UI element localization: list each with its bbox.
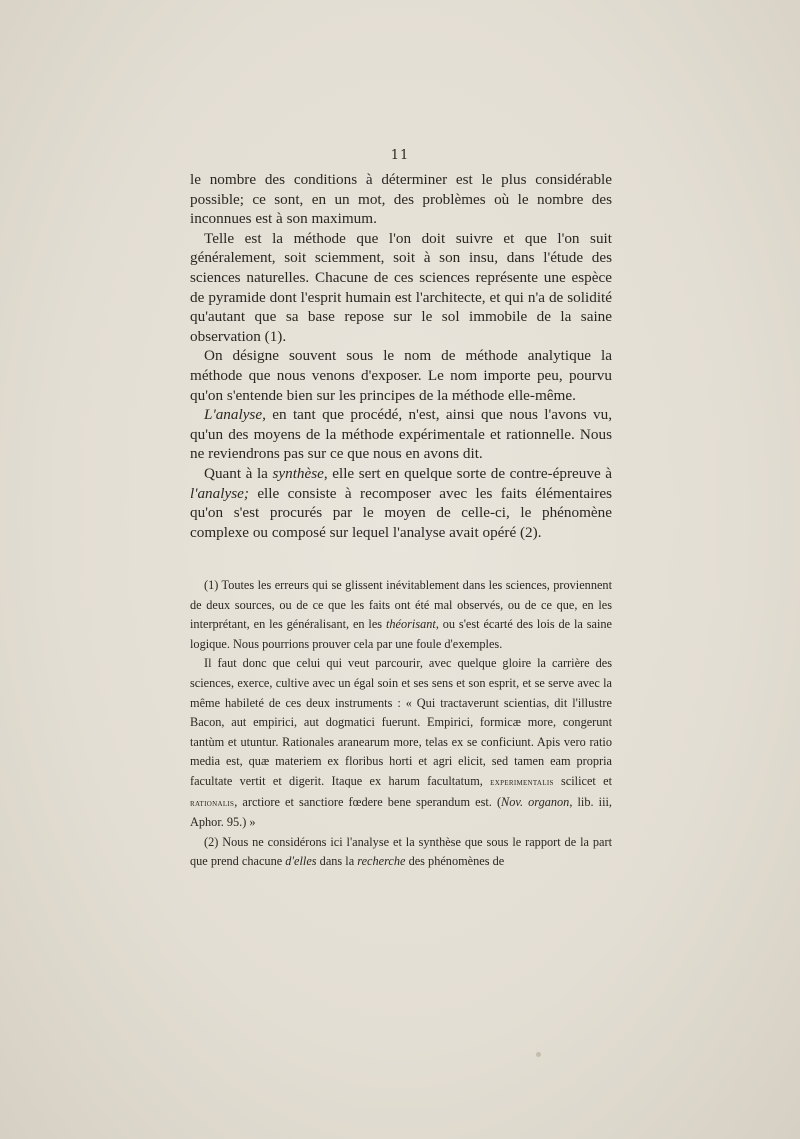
emphasis-delles: d'elles (285, 854, 317, 869)
footnote-1 (190, 576, 612, 654)
paragraph-3: On désigne souvent sous le nom de méthode analytique la méthode que nous venons d'exposer. Le nom importe peu, pourvu qu'on s'entende bien sur les principes de la méthode elle-même. (190, 347, 612, 404)
footnote-3-a: (2) Nous ne considérons ici l'analyse et la synthèse que sous le rapport de la part que prend chacune (190, 834, 612, 869)
emphasis-synthese: synthèse (272, 464, 324, 482)
emphasis-nov-organon: Nov. organon (501, 794, 570, 809)
emphasis-recherche: recherche (357, 854, 406, 869)
page-number: 11 (390, 148, 410, 163)
paper-stain (536, 1052, 541, 1057)
footnote-2-d: , lib. iii, Aphor. 95.) » (190, 794, 612, 830)
paragraph-5-b: , elle sert en quelque sorte de contre-épreuve à (323, 464, 612, 482)
footnote-3-b: dans la (319, 854, 355, 869)
smallcaps-experimentalis: experimentalis (490, 776, 554, 788)
paragraph-5 (190, 464, 612, 542)
footnote-1-a: (1) Toutes les erreurs qui se glissent inévitablement dans les sciences, proviennent de deux sources, ou de ce que les faits ont été mal observés, ou de ce que, en les interprétant, en les généralisant, en les (190, 578, 612, 632)
footnote-1-continued (190, 654, 612, 832)
paragraph-2: Telle est la méthode que l'on doit suivre et que l'on suit généralement, soit sciemment, soit à son insu, dans l'étude des sciences naturelles. Chacune de ces sciences représente une espèce de pyramide dont l'esprit humain est l'architecte, et qui n'a de solidité qu'autant que sa base repose sur le sol immobile de la saine observation (1). (190, 229, 612, 345)
footnote-2 (190, 833, 612, 872)
paragraph-1: le nombre des conditions à déterminer est le plus considérable possible; ce sont, en un mot, des problèmes où le nombre des inconnues est à son maximum. (190, 171, 612, 228)
footnote-1-b: , ou s'est écarté des lois de la saine logique. Nous pourrions prouver cela par une foule d'exemples. (190, 617, 613, 651)
footnotes (190, 576, 612, 872)
main-text (190, 170, 612, 542)
emphasis-theorisant: théorisant (385, 617, 436, 632)
paragraph-4 (190, 405, 612, 464)
footnote-2-c: , arctiore et sanctiore fœdere bene sperandum est. ( (234, 794, 502, 809)
smallcaps-rationalis: rationalis (190, 797, 235, 809)
paragraph-4-text: en tant que procédé, n'est, ainsi que nous l'avons vu, qu'un des moyens de la méthode expérimentale et rationnelle. Nous ne reviendrons pas sur ce que nous en avons dit. (190, 406, 612, 463)
footnote-2-b: scilicet et (561, 773, 613, 788)
emphasis-analyse-2: l'analyse; (190, 484, 249, 502)
footnote-3-c: des phénomènes de (408, 854, 505, 869)
footnote-2-a: Il faut donc que celui qui veut parcourir, avec quelque gloire la carrière des sciences, exerce, cultive avec un égal soin et ses sens et son esprit, et se serve avec la même habileté de ces deux instruments : « Qui tractaverunt scientias, dit l'illustre Bacon, aut empirici, aut dogmatici fuerunt. Empirici, formicæ more, congerunt tantùm et utuntur. Rationales aranearum more, telas ex se conficiunt. Apis vero ratio media est, quæ materiem ex floribus horti et agri elicit, sed tamen eam propria facultate vertit et digerit. Itaque ex harum facultatum, (190, 656, 612, 788)
paragraph-5-a: Quant à la (204, 464, 268, 482)
emphasis-analyse: L'analyse, (204, 406, 266, 424)
paragraph-5-c: elle consiste à recomposer avec les faits élémentaires qu'on s'est procurés par le moyen de celle-ci, le phénomène complexe ou composé sur lequel l'analyse avait opéré (2). (190, 484, 613, 541)
